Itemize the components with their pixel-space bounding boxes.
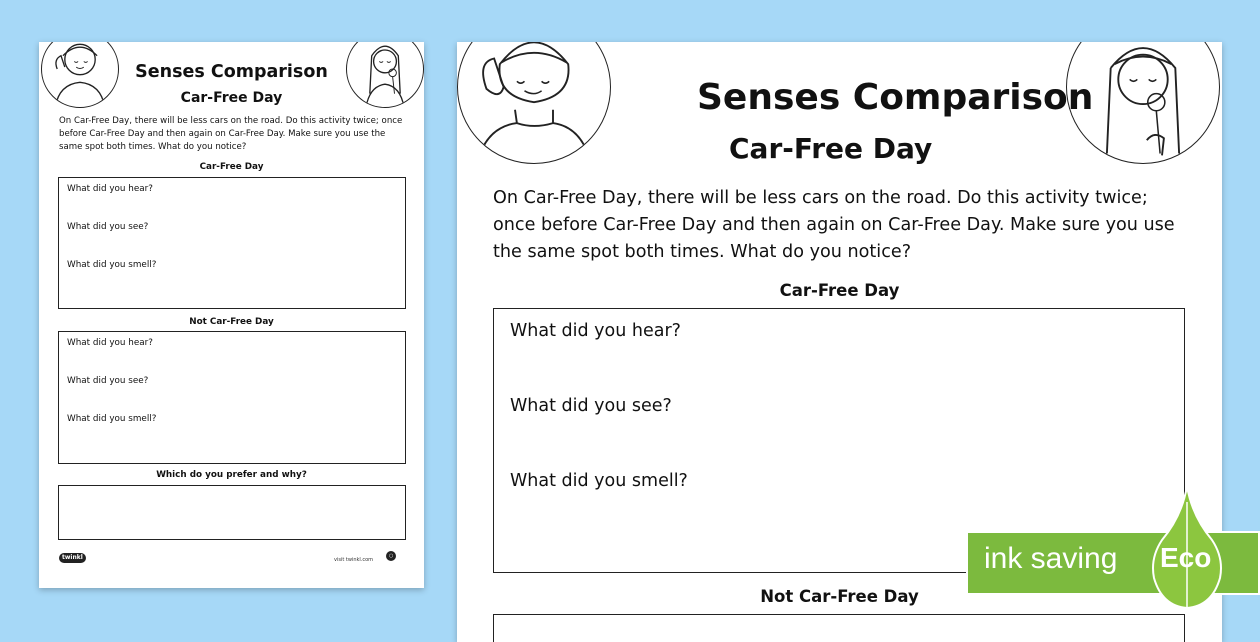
worksheet-title: Senses Comparison	[697, 77, 1094, 118]
question-smell: What did you smell?	[67, 260, 157, 270]
ink-saving-label: ink saving	[984, 542, 1118, 575]
section-prefer-label: Which do you prefer and why?	[156, 470, 307, 480]
prefer-answer-box[interactable]	[58, 485, 406, 540]
not-car-free-answer-box[interactable]	[493, 614, 1185, 642]
listening-child-icon	[457, 42, 611, 164]
twinkl-logo: twinkl	[59, 553, 86, 563]
not-car-free-answer-box[interactable]	[58, 331, 406, 464]
question-see: What did you see?	[67, 376, 149, 386]
section-car-free-label: Car-Free Day	[199, 162, 264, 172]
section-car-free-label: Car-Free Day	[779, 281, 900, 300]
eco-label: Eco	[1160, 542, 1212, 573]
worksheet-subtitle: Car-Free Day	[180, 90, 283, 106]
question-see: What did you see?	[67, 222, 149, 232]
worksheet-thumbnail[interactable]	[39, 42, 424, 588]
section-not-car-free-label: Not Car-Free Day	[760, 587, 919, 606]
question-hear: What did you hear?	[67, 338, 153, 348]
worksheet-intro: On Car-Free Day, there will be less cars on the road. Do this activity twice; once before Car-Free Day and then again on Car-Free Day. Make sure you use the same spot both times. What do you notice?	[493, 188, 1175, 262]
question-see: What did you see?	[510, 396, 672, 416]
worksheet-subtitle: Car-Free Day	[729, 132, 933, 165]
question-smell: What did you smell?	[67, 414, 157, 424]
question-smell: What did you smell?	[510, 471, 688, 491]
question-hear: What did you hear?	[67, 184, 153, 194]
worksheet-intro: On Car-Free Day, there will be less cars on the road. Do this activity twice; once before Car-Free Day and then again on Car-Free Day. Make sure you use the same spot both times. What do you notice?	[59, 116, 403, 152]
ink-saving-eco-badge	[966, 530, 1260, 596]
footer-url: visit twinkl.com	[334, 557, 374, 563]
question-hear: What did you hear?	[510, 321, 681, 341]
worksheet-title: Senses Comparison	[135, 62, 328, 82]
section-not-car-free-label: Not Car-Free Day	[189, 317, 274, 327]
twinkl-badge-icon: ○	[386, 551, 396, 561]
car-free-answer-box[interactable]	[58, 177, 406, 309]
